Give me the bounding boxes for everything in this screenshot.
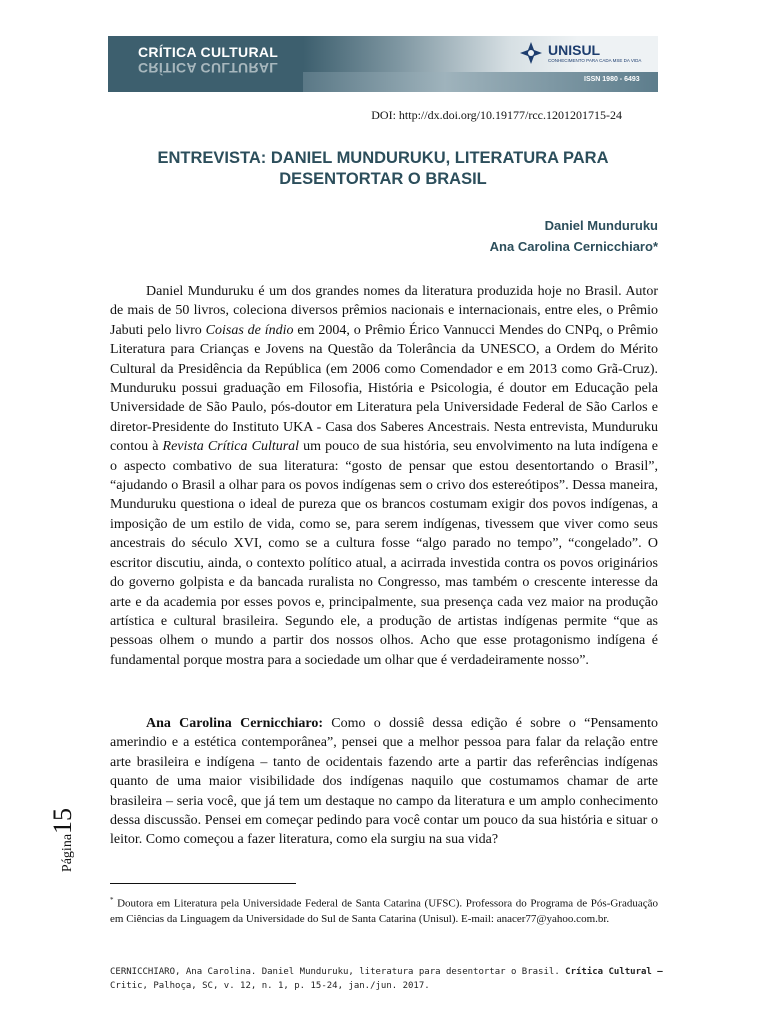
university-tagline: CONHECIMENTO PARA CADA MSE DA VIDA xyxy=(548,58,642,63)
citation-line-1 xyxy=(110,965,670,979)
citation xyxy=(110,965,670,993)
citation-line-2: Critic, Palhoça, SC, v. 12, n. 1, p. 15-24, jan./jun. 2017. xyxy=(110,981,430,991)
journal-title: Revista Crítica Cultural xyxy=(162,439,300,455)
banner-left-panel xyxy=(108,36,303,92)
page-label: Página xyxy=(60,833,75,873)
book-title: Coisas de índio xyxy=(205,322,294,338)
citation-journal: Crítica Cultural – xyxy=(565,967,663,977)
journal-name-reflection: CRÍTICA CULTURAL xyxy=(138,60,279,76)
footnote-divider xyxy=(110,883,296,884)
footnote-text: Doutora em Literatura pela Universidade Federal de Santa Catarina (UFSC). Professora do Programa de Pós-Graduação em Ciências da Linguagem da Universidade do Sul de Santa Catarina (Unisul). E-mail: anacer77@yahoo.com.br. xyxy=(110,897,658,925)
page-number-value: 15 xyxy=(48,807,77,834)
journal-banner xyxy=(108,36,658,92)
university-name: UNISUL xyxy=(548,42,601,58)
doi-link[interactable]: DOI: http://dx.doi.org/10.19177/rcc.1201201715-24 xyxy=(371,108,622,122)
footnote-mark: * xyxy=(110,896,114,904)
author-footnote-mark[interactable]: * xyxy=(652,239,658,254)
intro-paragraph xyxy=(110,282,658,670)
question-text: Como o dossiê dessa edição é sobre o “Pensamento amerindio e a estética contemporânea”, pensei que a melhor pessoa para falar da relação entre arte brasileira e indígena – tanto de ocidentais fazendo arte a partir das referências indígenas quanto de uma maior visibilidade dos indígenas naquilo que costumamos chamar de arte brasileira – seria você, que já tem um destaque no campo da literatura e um amplo conhecimento dessa discussão. Pensei em começar pedindo para você contar um pouco da sua história e situar o leitor. Como começou a fazer literatura, como ela surgiu na sua vida? xyxy=(110,716,658,848)
author-2-name: Ana Carolina Cernicchiaro xyxy=(489,239,653,254)
footnote xyxy=(110,893,658,927)
citation-authors: CERNICCHIARO, Ana Carolina. Daniel Munduruku, literatura para desentortar o Brasil. xyxy=(110,967,566,977)
page-number-label xyxy=(48,795,78,885)
article-title xyxy=(108,148,658,190)
question-paragraph xyxy=(110,714,658,850)
unisul-logo-icon xyxy=(518,40,544,66)
intro-text-e: um pouco de sua história, seu envolvimento na luta indígena e o aspecto combativo de sua literatura: “gosto de pensar que estou desentortando o Brasil”, “ajudando o Brasil a olhar para os povos indígenas sem o crivo dos estereótipos”. Dessa maneira, Munduruku questiona o ideal de pureza que os brancos costumam exigir dos povos indígenas, a imposição de um estilo de vida, como se, para serem indígenas, tivessem que viver como seus ancestrais do século XVI, como se a cultura fosse “algo parado no tempo”, “congelado”. O escritor discutiu, ainda, o contexto político atual, a acirrada investida contra os povos originários do governo golpista e da bancada ruralista no Congresso, mas também o crescente interesse da arte e da academia por esses povos e, principalmente, sua presença cada vez maior na produção artística e cultural brasileira. Segundo ele, a produção de artistas indígenas permite “que as pessoas olhem o mundo a partir dos nossos olhos. Acho que esse protagonismo indígena é fundamental porque mostra para a sociedade um olhar que é verdadeiramente nosso”. xyxy=(110,439,658,668)
intro-text-a: Daniel Munduruku é um dos grandes nomes da literatura produzida hoje no Brasil. Autor de mais de 50 livros, coleciona diversos prêmios nacionais e internacionais, entre eles, o Prêmio Jabuti pelo livro xyxy=(110,284,658,338)
author-2 xyxy=(490,239,658,254)
page-number xyxy=(38,800,78,880)
title-line-1: ENTREVISTA: DANIEL MUNDURUKU, LITERATURA PARA xyxy=(157,149,609,167)
issn: ISSN 1980 - 6493 xyxy=(584,76,640,83)
intro-text-c: em 2004, o Prêmio Érico Vannucci Mendes do CNPq, o Prêmio Literatura para Crianças e Jovens na Questão da Tolerância da UNESCO, a Ordem do Mérito Cultural da Presidência da República (em 2006 como Comendador e em 2013 como Grã-Cruz). Munduruku possui graduação em Filosofia, História e Psicologia, é doutor em Educação pela Universidade de São Paulo, pós-doutor em Literatura pela Universidade Federal de São Carlos e diretor-Presidente do Instituto UKA - Casa dos Saberes Ancestrais. Nesta entrevista, Munduruku contou à xyxy=(110,322,658,455)
author-1: Daniel Munduruku xyxy=(544,218,658,233)
speaker-name: Ana Carolina Cernicchiaro: xyxy=(146,716,324,731)
title-line-2: DESENTORTAR O BRASIL xyxy=(279,170,487,188)
journal-name: CRÍTICA CULTURAL xyxy=(138,44,279,60)
